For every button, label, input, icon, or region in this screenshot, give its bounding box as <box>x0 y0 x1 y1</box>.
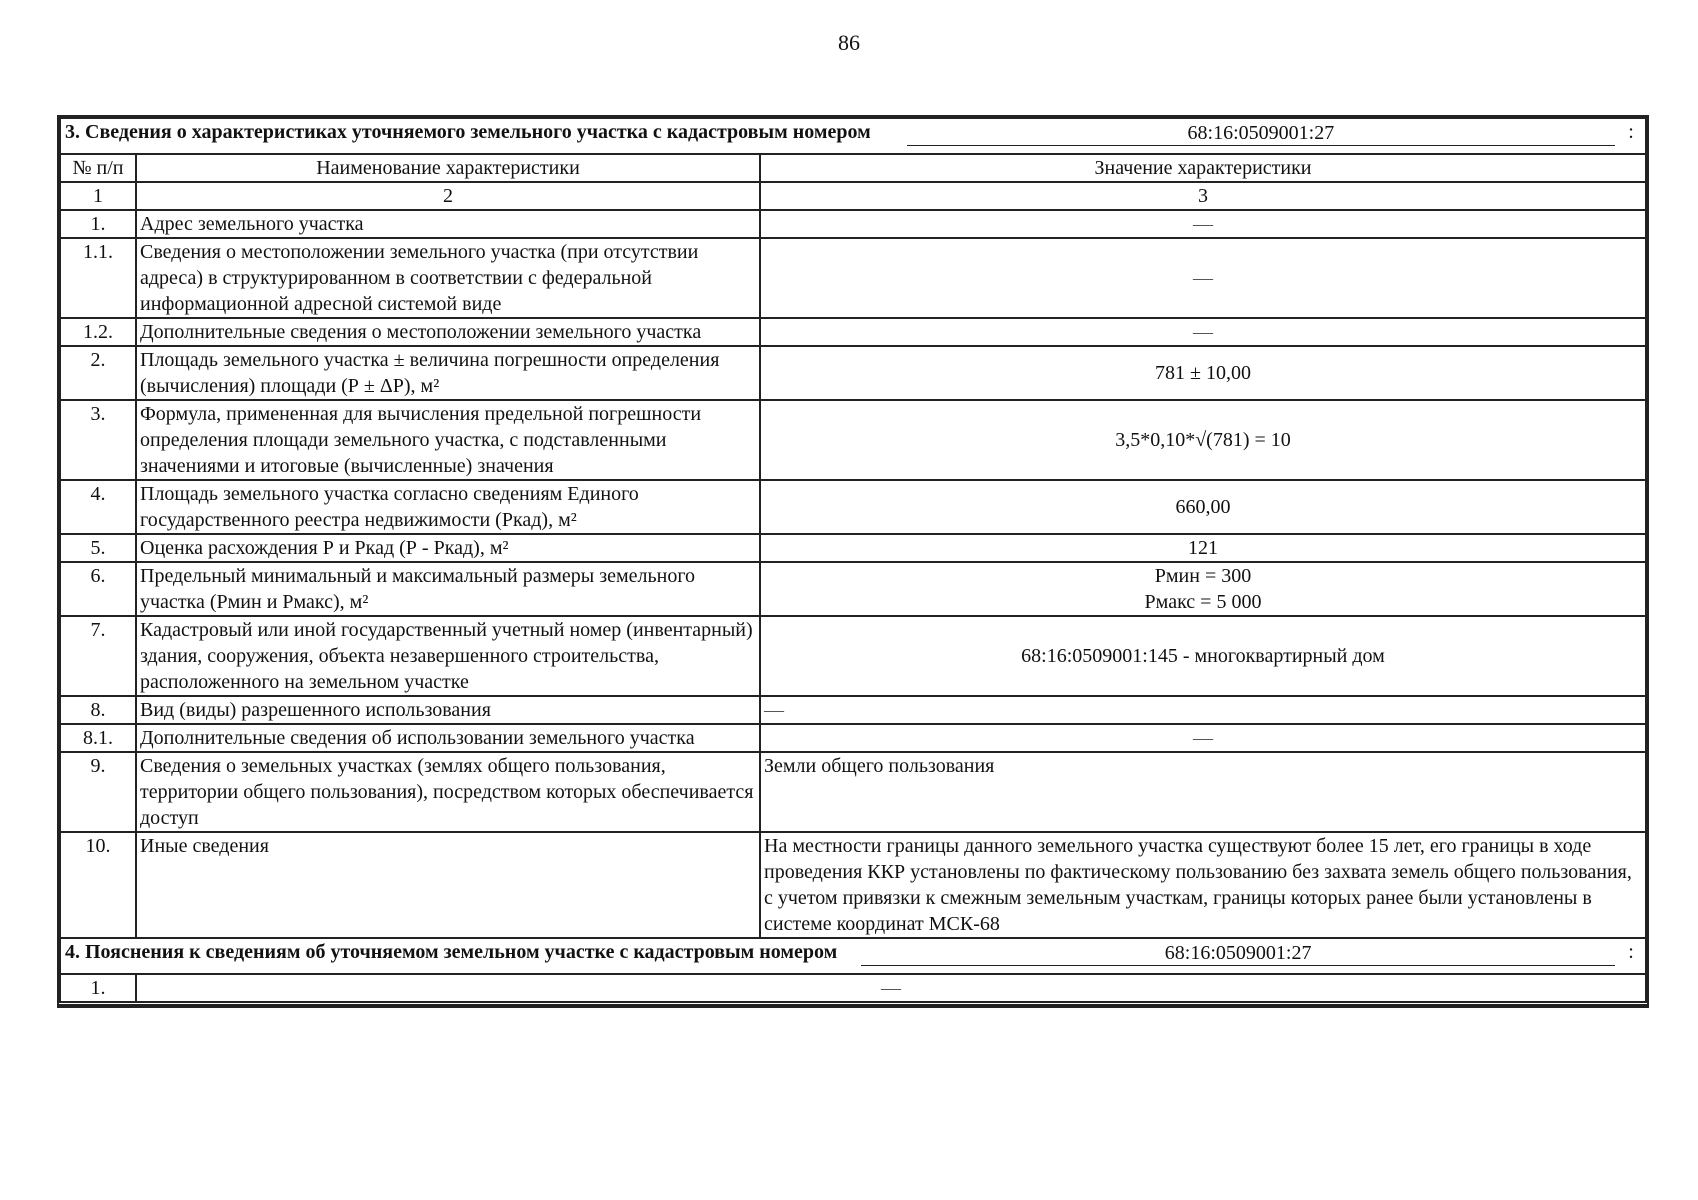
section-4-header-row <box>60 938 1646 974</box>
row-num: 8.1. <box>60 724 136 752</box>
row-name: Иные сведения <box>136 832 760 938</box>
row-num: 1. <box>60 974 136 1004</box>
table-row <box>60 724 1646 752</box>
row-name: Площадь земельного участка согласно сведениям Единого государственного реестра недвижимости (Ркад), м² <box>136 480 760 534</box>
header-row <box>60 154 1646 182</box>
section-3-colon: : <box>1628 121 1634 143</box>
row-value: 660,00 <box>760 480 1646 534</box>
column-number-2: 2 <box>136 182 760 210</box>
column-number-3: 3 <box>760 182 1646 210</box>
row-name: Сведения о земельных участках (землях общего пользования, территории общего пользования), посредством которых обеспечивается доступ <box>136 752 760 832</box>
row-name: Вид (виды) разрешенного использования <box>136 696 760 724</box>
row-name: Дополнительные сведения об использовании земельного участка <box>136 724 760 752</box>
row-num: 3. <box>60 400 136 480</box>
row-value: 121 <box>760 534 1646 562</box>
section-4-cadastral-number: 68:16:0509001:27 <box>861 939 1615 966</box>
row-num: 7. <box>60 616 136 696</box>
row-value: Земли общего пользования <box>760 752 1646 832</box>
table-row <box>60 534 1646 562</box>
row-value: На местности границы данного земельного участка существуют более 15 лет, его границы в ходе проведения ККР установлены по фактическому пользованию без захвата земель общего пользования, с учетом привязки к смежным земельным участкам, границы которых ранее были установлены в системе координат МСК-68 <box>760 832 1646 938</box>
section-3-header <box>60 118 1646 154</box>
page-number: 86 <box>838 30 860 55</box>
table-row <box>60 832 1646 938</box>
table-row <box>60 480 1646 534</box>
header-num: № п/п <box>60 154 136 182</box>
header-name: Наименование характеристики <box>136 154 760 182</box>
table-row <box>60 616 1646 696</box>
row-value: — <box>760 724 1646 752</box>
row-value: — <box>760 210 1646 238</box>
row-value: — <box>760 238 1646 318</box>
row-num: 10. <box>60 832 136 938</box>
row-value: — <box>760 318 1646 346</box>
table-row <box>60 346 1646 400</box>
row-name: Оценка расхождения Р и Ркад (Р - Ркад), м² <box>136 534 760 562</box>
header-value: Значение характеристики <box>760 154 1646 182</box>
row-name: Предельный минимальный и максимальный размеры земельного участка (Рмин и Рмакс), м² <box>136 562 760 616</box>
row-num: 6. <box>60 562 136 616</box>
row-num: 5. <box>60 534 136 562</box>
row-name: Дополнительные сведения о местоположении земельного участка <box>136 318 760 346</box>
row-value: — <box>136 974 1646 1004</box>
row-value: — <box>760 696 1646 724</box>
row-value: 3,5*0,10*√(781) = 10 <box>760 400 1646 480</box>
section-3-title: 3. Сведения о характеристиках уточняемого земельного участка с кадастровым номером <box>65 121 871 143</box>
row-value-min: Рмин = 300 <box>1154 565 1252 587</box>
table-row <box>60 238 1646 318</box>
table-row <box>60 562 1646 616</box>
row-name: Сведения о местоположении земельного участка (при отсутствии адреса) в структурированном в соответствии с федеральной информационной адресной системой виде <box>136 238 760 318</box>
row-value: 781 ± 10,00 <box>760 346 1646 400</box>
row-num: 2. <box>60 346 136 400</box>
row-num: 9. <box>60 752 136 832</box>
row-num: 8. <box>60 696 136 724</box>
section-4-header <box>60 938 1646 974</box>
section-4-colon: : <box>1628 941 1634 963</box>
row-value <box>760 562 1646 616</box>
row-name: Площадь земельного участка ± величина погрешности определения (вычисления) площади (Р ± ΔР), м² <box>136 346 760 400</box>
row-num: 4. <box>60 480 136 534</box>
section-3-header-row <box>60 118 1646 154</box>
row-value: 68:16:0509001:145 - многоквартирный дом <box>760 616 1646 696</box>
column-number-row <box>60 182 1646 210</box>
table-row <box>60 210 1646 238</box>
row-name: Адрес земельного участка <box>136 210 760 238</box>
table-row <box>60 974 1646 1004</box>
characteristics-table <box>59 117 1647 1006</box>
row-name: Формула, примененная для вычисления предельной погрешности определения площади земельного участка, с подставленными значениями и итоговые (вычисленные) значения <box>136 400 760 480</box>
table-row <box>60 752 1646 832</box>
table-row <box>60 696 1646 724</box>
row-num: 1. <box>60 210 136 238</box>
table-row <box>60 400 1646 480</box>
section-3-cadastral-number: 68:16:0509001:27 <box>907 119 1615 146</box>
table-row <box>60 318 1646 346</box>
characteristics-table-wrapper <box>57 115 1649 1008</box>
row-num: 1.1. <box>60 238 136 318</box>
row-name: Кадастровый или иной государственный учетный номер (инвентарный) здания, сооружения, объекта незавершенного строительства, расположенного на земельном участке <box>136 616 760 696</box>
section-4-title: 4. Пояснения к сведениям об уточняемом земельном участке с кадастровым номером <box>65 941 838 963</box>
column-number-1: 1 <box>60 182 136 210</box>
row-num: 1.2. <box>60 318 136 346</box>
row-value-max: Рмакс = 5 000 <box>1144 591 1262 613</box>
